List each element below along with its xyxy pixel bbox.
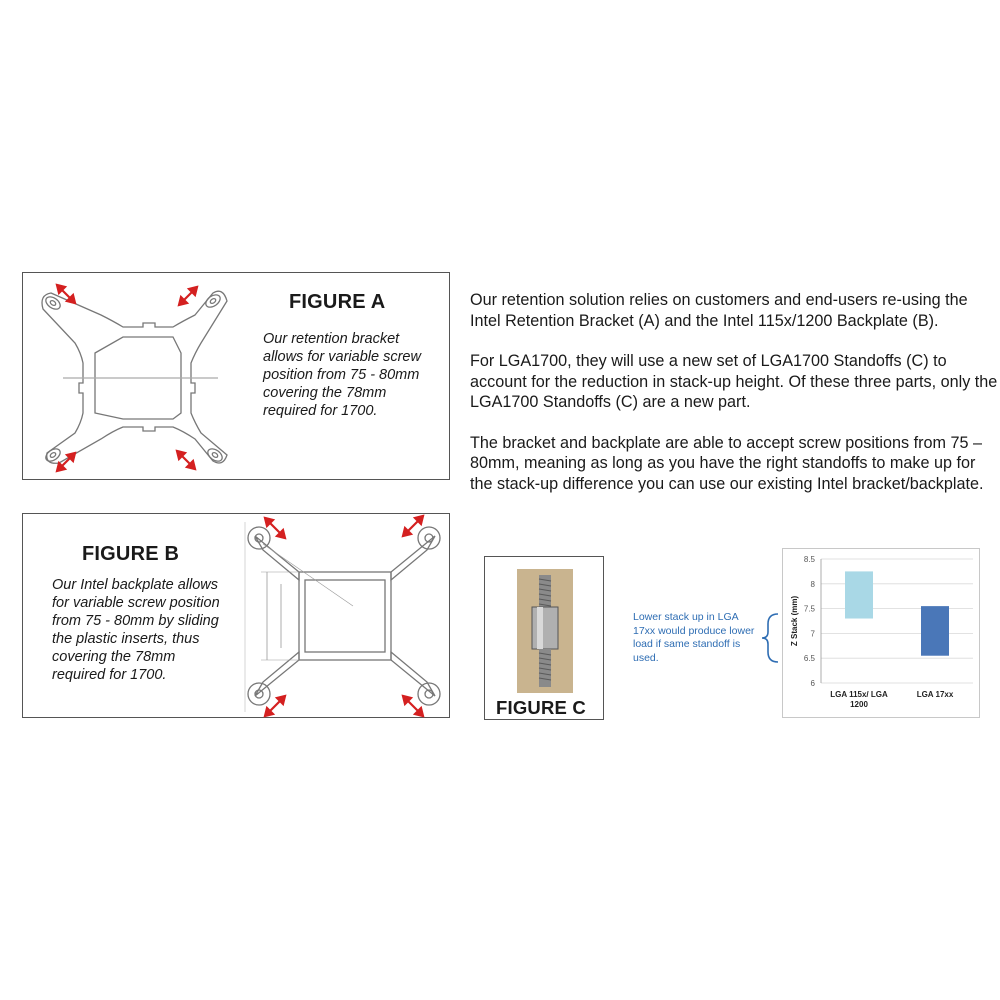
figure-b-panel	[22, 513, 450, 718]
curly-brace-icon	[760, 612, 782, 664]
paragraph-1: Our retention solution relies on customers and end-users re-using the Intel Retention Bracket (A) and the Intel 115x/1200 Backplate (B).	[470, 291, 968, 330]
bar	[845, 571, 873, 618]
figure-c-title: FIGURE C	[496, 697, 586, 718]
figure-a-caption: Our retention bracket allows for variable screw position from 75 - 80mm covering the 78mm required for 1700.	[263, 331, 421, 419]
paragraph-2: For LGA1700, they will use a new set of LGA1700 Standoffs (C) to account for the reduction in stack-up height. Of these three parts, only the LGA1700 Standoffs (C) are a new part.	[470, 352, 998, 411]
figure-c-panel	[484, 556, 604, 720]
z-stack-chart	[782, 548, 980, 718]
figure-b-caption: Our Intel backplate allows for variable screw position from 75 - 80mm by sliding the plastic inserts, thus covering the 78mm required for 1700.	[52, 577, 220, 683]
y-tick-label: 8	[810, 579, 815, 589]
y-axis-title: Z Stack (mm)	[790, 595, 799, 647]
x-tick-label: LGA 115x/ LGA	[830, 690, 888, 699]
y-tick-label: 6.5	[803, 654, 815, 664]
figure-b-title: FIGURE B	[82, 543, 180, 565]
chart-canvas	[783, 549, 981, 719]
paragraph-3: The bracket and backplate are able to accept screw positions from 75 – 80mm, meaning as long as you have the right standoffs to make up for the stack-up difference you can use our existing Intel bracket/backplate.	[470, 433, 984, 493]
chart-note: Lower stack up in LGA 17xx would produce lower load if same standoff is used.	[633, 611, 755, 664]
backplate-drawing	[23, 514, 451, 719]
x-tick-label: LGA 17xx	[916, 690, 954, 699]
x-tick-label: 1200	[850, 700, 868, 709]
bar	[921, 606, 949, 656]
y-tick-label: 7.5	[803, 604, 815, 614]
body-text	[470, 290, 1000, 514]
y-tick-label: 6	[810, 679, 815, 688]
figure-a-title: FIGURE A	[289, 291, 386, 313]
y-tick-label: 8.5	[803, 555, 815, 564]
figure-a-panel	[22, 272, 450, 480]
y-tick-label: 7	[810, 629, 815, 639]
